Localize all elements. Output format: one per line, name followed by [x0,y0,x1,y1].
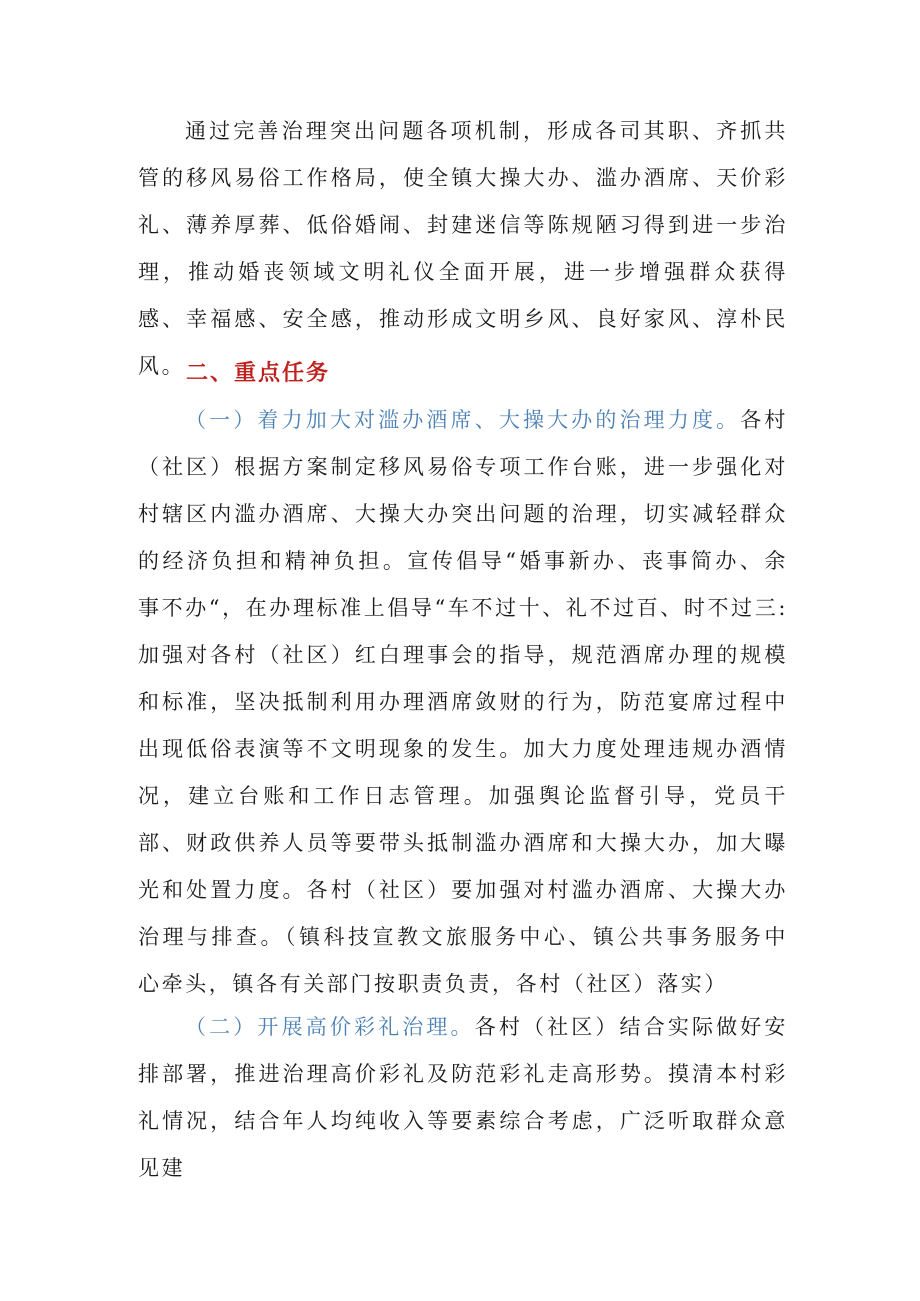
task-2-paragraph [138,1004,788,1192]
section-heading: 二、重点任务 [186,361,331,386]
task-1-title: （一）着力加大对滥办酒席、大操大办的治理力度。 [185,408,741,432]
intro-paragraph: 通过完善治理突出问题各项机制，形成各司其职、齐抓共管的移风易俗工作格局，使全镇大操大办、滥办酒席、天价彩礼、薄养厚葬、低俗婚闹、封建迷信等陈规陋习得到进一步治理，推动婚丧领域文明礼仪全面开展，进一步增强群众获得感、幸福感、安全感，推动形成文明乡风、良好家风、淳朴民风。 [138,119,788,378]
task-1-body: 各村（社区）根据方案制定移风易俗专项工作台账，进一步强化对村辖区内滥办酒席、大操大办突出问题的治理，切实减轻群众的经济负担和精神负担。宣传倡导“婚事新办、丧事简办、余事不办“，在办理标准上倡导“车不过十、礼不过百、时不过三:加强对各村（社区）红白理事会的指导，规范酒席办理的规模和标准，坚决抵制利用办理酒席敛财的行为，防范宴席过程中出现低俗表演等不文明现象的发生。加大力度处理违规办酒情况，建立台账和工作日志管理。加强舆论监督引导，党员干部、财政供养人员等要带头抵制滥办酒席和大操大办，加大曝光和处置力度。各村（社区）要加强对村滥办酒席、大操大办治理与排查。（镇科技宣教文旅服务中心、镇公共事务服务中心牵头，镇各有关部门按职责负责，各村（社区）落实） [138,408,788,996]
task-1-paragraph [138,397,788,1008]
task-2-body: 各村（社区）结合实际做好安排部署，推进治理高价彩礼及防范彩礼走高形势。摸清本村彩礼情况，结合年人均纯收入等要素综合考虑，广泛听取群众意见建 [138,1015,788,1180]
task-2-title: （二）开展高价彩礼治理。 [185,1015,475,1039]
